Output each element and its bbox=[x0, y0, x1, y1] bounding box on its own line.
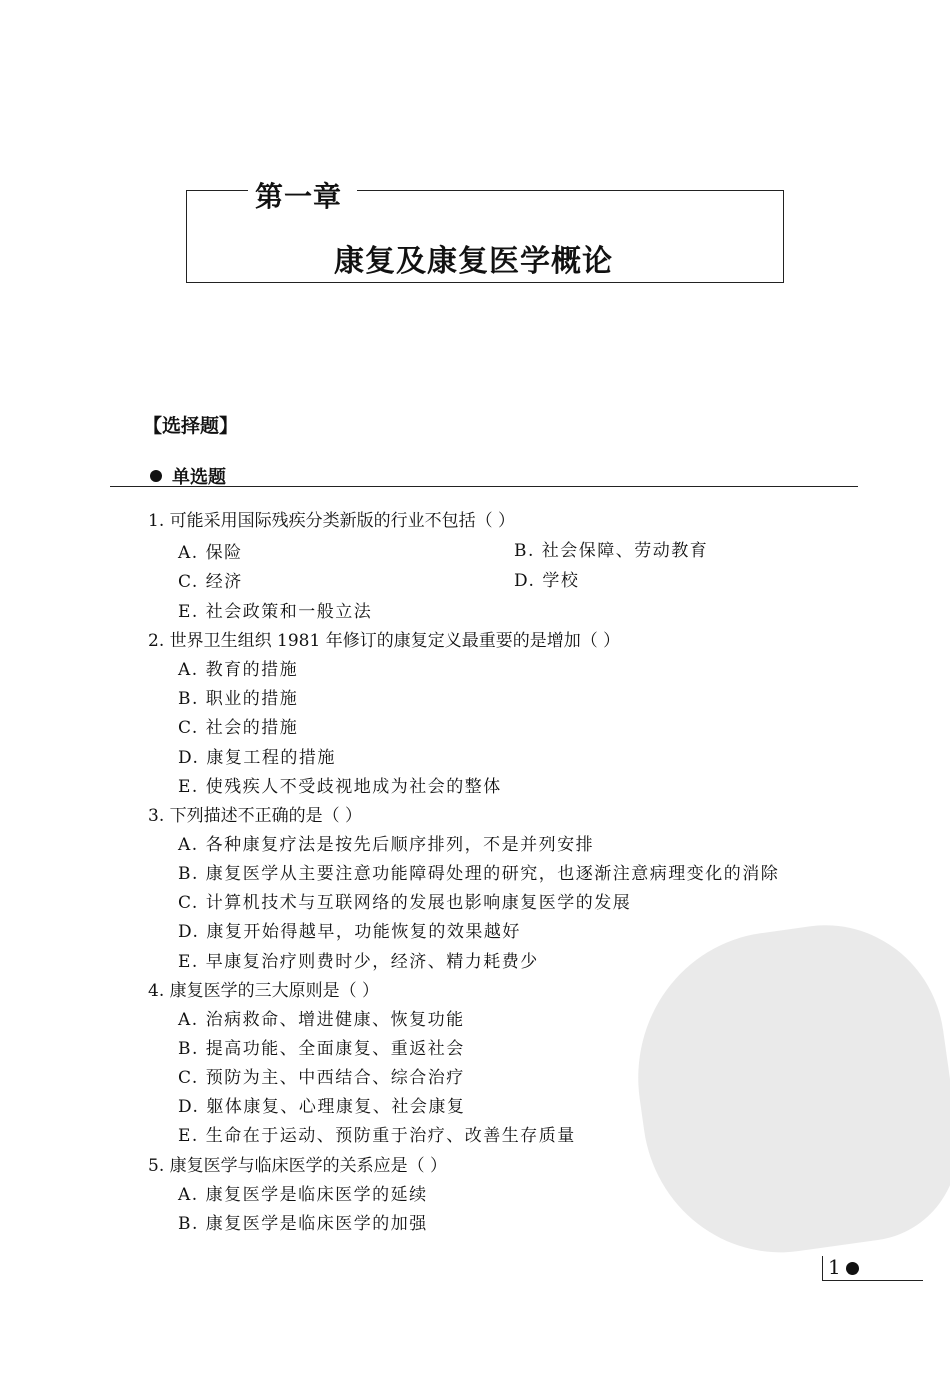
question-4-option-e: E. 生命在于运动、预防重于治疗、改善生存质量 bbox=[178, 1126, 576, 1146]
section-divider bbox=[110, 486, 858, 487]
question-4-option-a: A. 治病救命、增进健康、恢复功能 bbox=[178, 1010, 465, 1030]
question-1-option-c: C. 经济 bbox=[178, 572, 243, 592]
question-4-option-b: B. 提高功能、全面康复、重返社会 bbox=[178, 1039, 465, 1059]
subsection-label: 单选题 bbox=[172, 467, 226, 488]
question-3-option-e: E. 早康复治疗则费时少，经济、精力耗费少 bbox=[178, 952, 539, 972]
question-3-option-b: B. 康复医学从主要注意功能障碍处理的研究，也逐渐注意病理变化的消除 bbox=[178, 864, 780, 884]
question-1-option-a: A. 保险 bbox=[178, 543, 243, 563]
question-3-option-d: D. 康复开始得越早，功能恢复的效果越好 bbox=[178, 922, 521, 942]
question-3-option-a: A. 各种康复疗法是按先后顺序排列，不是并列安排 bbox=[178, 835, 595, 855]
question-4-option-d: D. 躯体康复、心理康复、社会康复 bbox=[178, 1097, 466, 1117]
page-bullet-icon bbox=[846, 1262, 859, 1275]
question-2-option-e: E. 使残疾人不受歧视地成为社会的整体 bbox=[178, 777, 502, 797]
question-2-option-b: B. 职业的措施 bbox=[178, 689, 299, 709]
question-4-option-c: C. 预防为主、中西结合、综合治疗 bbox=[178, 1068, 465, 1088]
section-title: 【选择题】 bbox=[143, 415, 239, 437]
question-3: 3. 下列描述不正确的是（ ） bbox=[148, 806, 363, 826]
question-5: 5. 康复医学与临床医学的关系应是（ ） bbox=[148, 1156, 448, 1176]
question-3-option-c: C. 计算机技术与互联网络的发展也影响康复医学的发展 bbox=[178, 893, 632, 913]
watermark-seal bbox=[619, 910, 950, 1270]
question-1-option-b: B. 社会保障、劳动教育 bbox=[514, 541, 709, 561]
bullet-icon bbox=[150, 470, 162, 482]
chapter-label: 第一章 bbox=[255, 180, 343, 213]
question-2-option-c: C. 社会的措施 bbox=[178, 718, 299, 738]
chapter-title: 康复及康复医学概论 bbox=[334, 244, 613, 279]
question-2: 2. 世界卫生组织 1981 年修订的康复定义最重要的是增加（ ） bbox=[148, 631, 621, 651]
question-5-option-b: B. 康复医学是临床医学的加强 bbox=[178, 1214, 428, 1234]
question-1-option-e: E. 社会政策和一般立法 bbox=[178, 602, 373, 622]
question-2-option-a: A. 教育的措施 bbox=[178, 660, 299, 680]
question-5-option-a: A. 康复医学是临床医学的延续 bbox=[178, 1185, 428, 1205]
question-1: 1. 可能采用国际残疾分类新版的行业不包括（ ） bbox=[148, 511, 516, 531]
question-1-option-d: D. 学校 bbox=[514, 571, 580, 591]
question-4: 4. 康复医学的三大原则是（ ） bbox=[148, 981, 380, 1001]
page-number: 1 bbox=[828, 1255, 841, 1279]
question-2-option-d: D. 康复工程的措施 bbox=[178, 748, 336, 768]
